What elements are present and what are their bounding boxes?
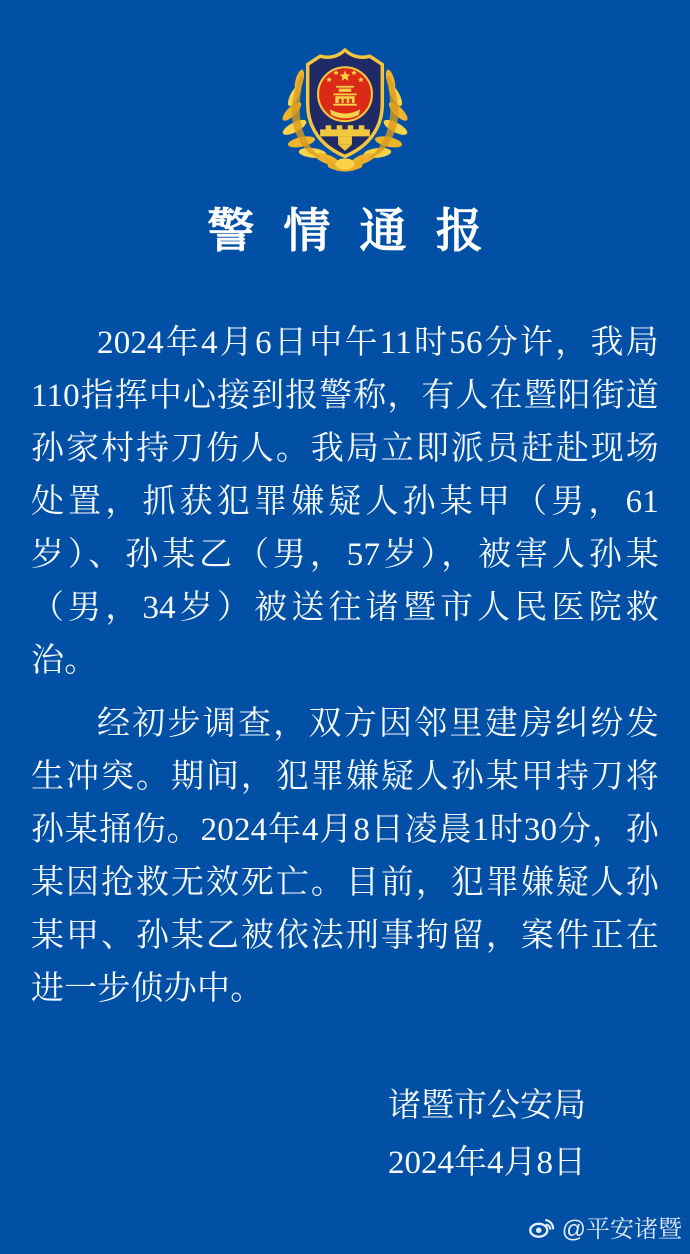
police-badge-icon [269, 38, 421, 178]
signature-block [0, 1078, 690, 1192]
issuer-name: 诸暨市公安局 [388, 1088, 586, 1124]
issue-date: 2024年4月8日 [388, 1145, 586, 1181]
watermark-text: @平安诸暨 [561, 1216, 682, 1243]
badge-container [0, 0, 690, 178]
notice-title: 警情通报 [207, 206, 512, 258]
watermark [528, 1209, 682, 1244]
notice-paragraph-2: 经初步调查，双方因邻里建房纠纷发生冲突。期间，犯罪嫌疑人孙某甲持刀将孙某捅伤。2024年4月8日凌晨1时30分，孙某因抢救无效死亡。目前，犯罪嫌疑人孙某甲、孙某乙被依法刑事拘留，案件正在进一步侦办中。 [31, 706, 659, 1007]
notice-paragraph-1: 2024年4月6日中午11时56分许，我局110指挥中心接到报警称，有人在暨阳街道孙家村持刀伤人。我局立即派员赶赴现场处置，抓获犯罪嫌疑人孙某甲（男，61岁）、孙某乙（男，57岁），被害人孙某（男，34岁）被送往诸暨市人民医院救治。 [31, 325, 659, 679]
weibo-icon [528, 1215, 556, 1239]
notice-body [31, 317, 659, 1016]
